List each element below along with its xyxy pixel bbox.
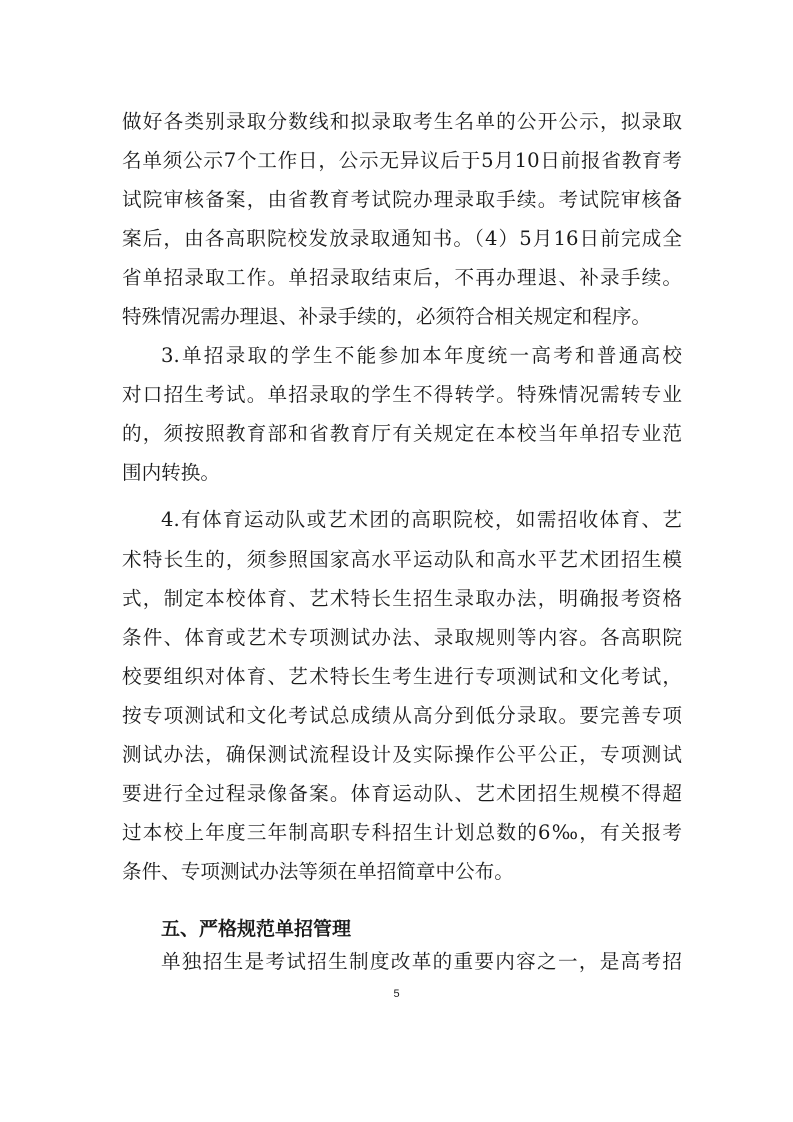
paragraph-line: 按专项测试和文化考试总成绩从高分到低分录取。要完善专项 (122, 704, 682, 727)
paragraph-line: 试院审核备案，由省教育考试院办理录取手续。考试院审核备 (122, 188, 682, 211)
paragraph-line: 做好各类别录取分数线和拟录取考生名单的公开公示，拟录取 (122, 110, 682, 133)
paragraph-line: 省单招录取工作。单招录取结束后，不再办理退、补录手续。 (122, 266, 682, 289)
paragraph-line: 4.有体育运动队或艺术团的高职院校，如需招收体育、艺 (161, 508, 682, 531)
paragraph-line: 术特长生的，须参照国家高水平运动队和高水平艺术团招生模 (122, 548, 682, 571)
page-number: 5 (393, 988, 400, 1000)
paragraph-line: 单独招生是考试招生制度改革的重要内容之一，是高考招 (161, 950, 682, 973)
section-heading: 五、严格规范单招管理 (161, 918, 352, 940)
paragraph-line: 案后，由各高职院校发放录取通知书。（4）5月16日前完成全 (122, 227, 682, 250)
paragraph-line: 过本校上年度三年制高职专科招生计划总数的6‰，有关报考 (122, 821, 682, 844)
paragraph-line: 的，须按照教育部和省教育厅有关规定在本校当年单招专业范 (122, 422, 682, 445)
paragraph-line: 测试办法，确保测试流程设计及实际操作公平公正，专项测试 (122, 743, 682, 766)
paragraph-line: 3.单招录取的学生不能参加本年度统一高考和普通高校 (161, 344, 682, 367)
paragraph-line: 条件、体育或艺术专项测试办法、录取规则等内容。各高职院 (122, 626, 682, 649)
paragraph-line: 对口招生考试。单招录取的学生不得转学。特殊情况需转专业 (122, 383, 682, 406)
paragraph-line: 条件、专项测试办法等须在单招简章中公布。 (122, 860, 514, 883)
paragraph-line: 名单须公示7个工作日，公示无异议后于5月10日前报省教育考 (122, 149, 682, 172)
paragraph-line: 特殊情况需办理退、补录手续的，必须符合相关规定和程序。 (122, 305, 652, 328)
paragraph-line: 围内转换。 (122, 461, 220, 484)
paragraph-line: 式，制定本校体育、艺术特长生招生录取办法，明确报考资格 (122, 587, 682, 610)
paragraph-line: 要进行全过程录像备案。体育运动队、艺术团招生规模不得超 (122, 782, 682, 805)
paragraph-line: 校要组织对体育、艺术特长生考生进行专项测试和文化考试， (122, 665, 682, 688)
